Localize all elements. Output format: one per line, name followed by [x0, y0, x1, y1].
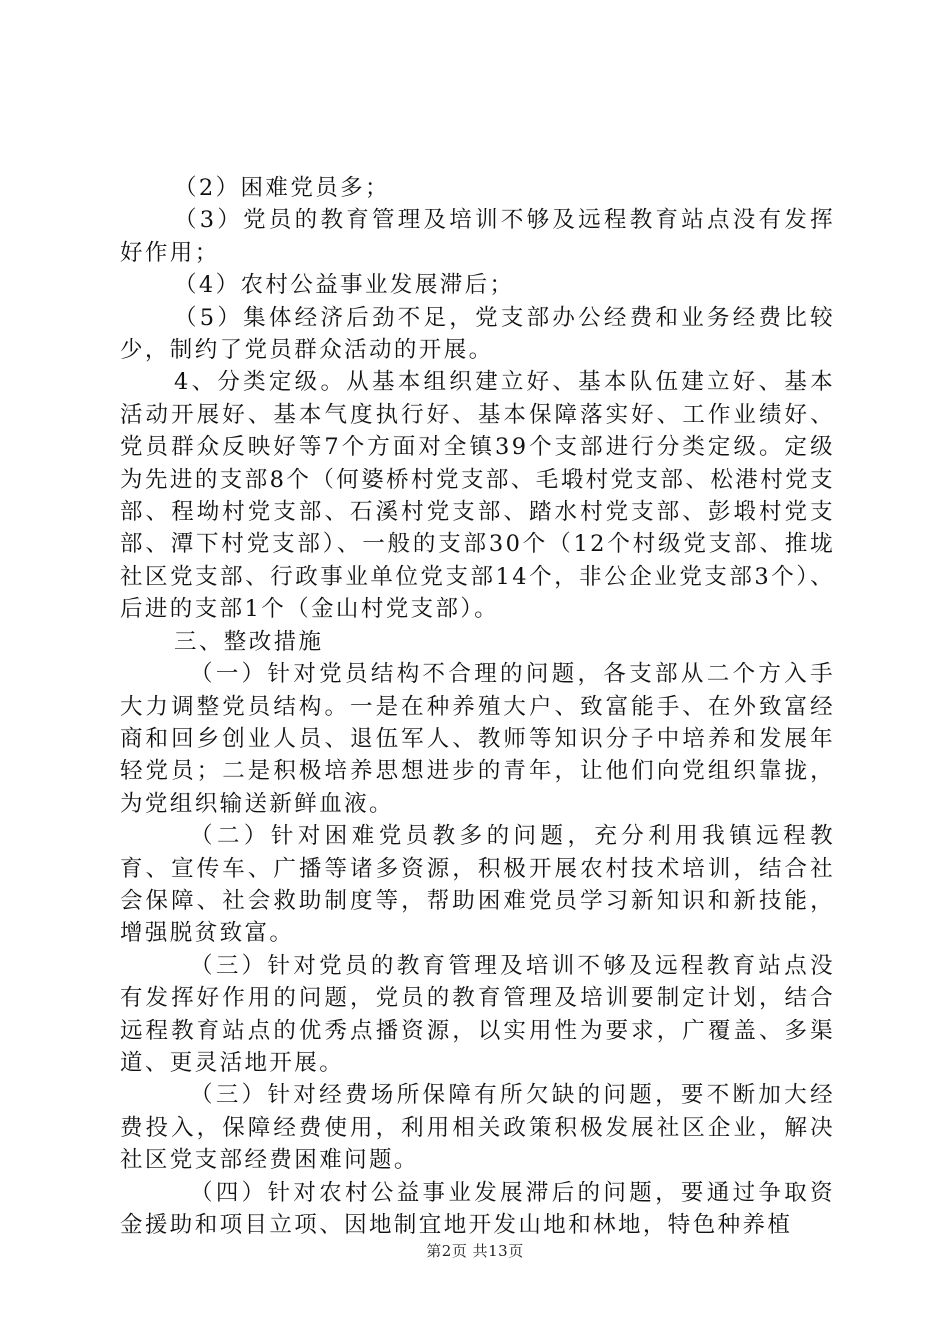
- paragraph-measure-2: （二）针对困难党员教多的问题，充分利用我镇远程教育、宣传车、广播等诸多资源，积极开展农村技术培训，结合社会保障、社会救助制度等，帮助困难党员学习新知识和新技能，增强脱贫致富。: [120, 823, 835, 947]
- paragraph-measure-3b: （三）针对经费场所保障有所欠缺的问题，要不断加大经费投入，保障经费使用，利用相关政策积极发展社区企业，解决社区党支部经费困难问题。: [120, 1082, 835, 1174]
- paragraph-measure-4: （四）针对农村公益事业发展滞后的问题，要通过争取资金援助和项目立项、因地制宜地开发山地和林地，特色种养植: [120, 1179, 835, 1238]
- paragraph-item-2: （2）困难党员多；: [174, 175, 390, 201]
- section-heading-rectification: 三、整改措施: [174, 628, 324, 655]
- document-body: [120, 172, 835, 1241]
- page-footer: 第2页 共13页: [426, 1242, 524, 1260]
- paragraph-measure-1: （一）针对党员结构不合理的问题，各支部从二个方入手大力调整党员结构。一是在种养殖大户、致富能手、在外致富经商和回乡创业人员、退伍军人、教师等知识分子中培养和发展年轻党员；二是积极培养思想进步的青年，让他们向党组织靠拢，为党组织输送新鲜血液。: [120, 661, 835, 817]
- paragraph-item-3: （3）党员的教育管理及培训不够及远程教育站点没有发挥好作用；: [120, 207, 835, 266]
- paragraph-item-4: （4）农村公益事业发展滞后；: [174, 272, 515, 299]
- paragraph-classification: 4、分类定级。从基本组织建立好、基本队伍建立好、基本活动开展好、基本气度执行好、基本保障落实好、工作业绩好、党员群众反映好等7个方面对全镇39个支部进行分类定级。定级为先进的支部8个（何婆桥村党支部、毛塅村党支部、松港村党支部、程坳村党支部、石溪村党支部、踏水村党支部、彭塅村党支部、潭下村党支部）、一般的支部30个（12个村级党支部、推垅社区党支部、行政事业单位党支部14个，非公企业党支部3个）、后进的支部1个（金山村党支部）。: [120, 369, 835, 623]
- paragraph-measure-3: （三）针对党员的教育管理及培训不够及远程教育站点没有发挥好作用的问题，党员的教育管理及培训要制定计划，结合远程教育站点的优秀点播资源，以实用性为要求，广覆盖、多渠道、更灵活地开展。: [120, 952, 835, 1076]
- paragraph-item-5: （5）集体经济后劲不足，党支部办公经费和业务经费比较少，制约了党员群众活动的开展。: [120, 304, 835, 364]
